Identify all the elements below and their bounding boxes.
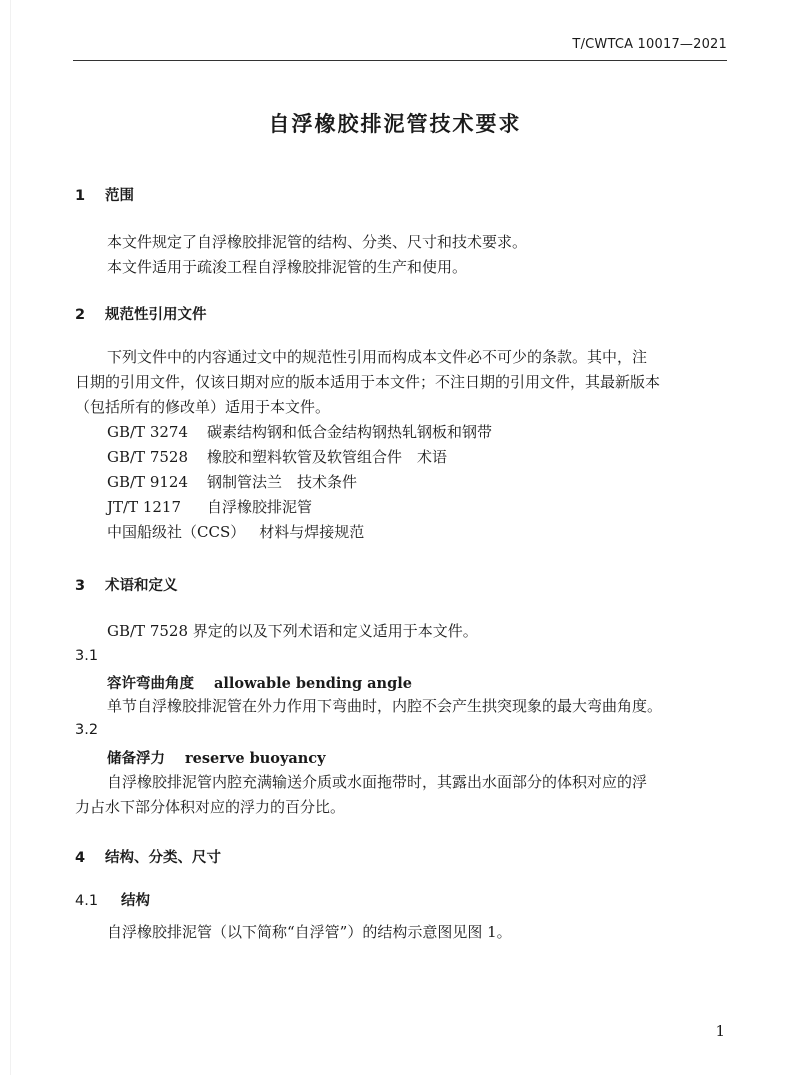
s2-intro-line: 日期的引用文件，仅该日期对应的版本适用于本文件；不注日期的引用文件，其最新版本: [75, 373, 661, 391]
reference-code: 中国船级社（CCS）: [107, 523, 246, 541]
reference-code: GB/T 3274: [107, 423, 189, 441]
subsection-4-1-heading: [75, 889, 150, 910]
scan-edge-line: [10, 0, 11, 1075]
term-en: allowable bending angle: [214, 675, 412, 692]
section-3-heading: [75, 574, 178, 595]
term-heading: [107, 672, 412, 693]
reference-title: 碳素结构钢和低合金结构钢热轧钢板和钢带: [207, 423, 493, 441]
term-zh: 储备浮力: [107, 751, 165, 767]
section-number: 2: [75, 307, 86, 323]
section-2-heading: [75, 303, 207, 324]
term-number: 3.1: [75, 648, 99, 664]
section-1-heading: [75, 184, 134, 205]
reference-item: [107, 445, 447, 470]
term-zh: 容许弯曲角度: [107, 676, 194, 692]
header-rule: [73, 60, 727, 61]
reference-item: [107, 495, 312, 520]
reference-item: [107, 420, 492, 445]
section-number: 3: [75, 578, 86, 594]
s2-intro-line: 下列文件中的内容通过文中的规范性引用而构成本文件必不可少的条款。其中，注: [107, 348, 648, 366]
reference-title: 材料与焊接规范: [259, 523, 365, 541]
reference-item: [107, 520, 364, 545]
section-title: 范围: [105, 188, 134, 204]
term-definition: 单节自浮橡胶排泥管在外力作用下弯曲时，内腔不会产生拱突现象的最大弯曲角度。: [107, 697, 663, 715]
s4-1-paragraph: 自浮橡胶排泥管（以下简称“自浮管”）的结构示意图见图 1。: [107, 923, 512, 941]
section-title: 规范性引用文件: [105, 307, 207, 323]
section-number: 1: [75, 188, 86, 204]
term-heading: [107, 747, 326, 768]
s2-intro-line: （包括所有的修改单）适用于本文件。: [75, 398, 331, 416]
term-definition: 自浮橡胶排泥管内腔充满输送介质或水面拖带时，其露出水面部分的体积对应的浮: [107, 773, 648, 791]
reference-code: GB/T 7528: [107, 448, 189, 466]
reference-title: 橡胶和塑料软管及软管组合件 术语: [207, 448, 448, 466]
section-4-heading: [75, 846, 221, 867]
section-number: 4: [75, 850, 86, 866]
term-en: reserve buoyancy: [185, 750, 326, 767]
section-title: 结构、分类、尺寸: [105, 850, 221, 866]
s3-intro: GB/T 7528 界定的以及下列术语和定义适用于本文件。: [107, 622, 478, 640]
reference-title: 自浮橡胶排泥管: [207, 498, 313, 516]
reference-title: 钢制管法兰 技术条件: [207, 473, 358, 491]
term-definition: 力占水下部分体积对应的浮力的百分比。: [75, 798, 346, 816]
subsection-title: 结构: [121, 893, 150, 909]
section-title: 术语和定义: [105, 578, 178, 594]
reference-item: [107, 470, 357, 495]
reference-code: GB/T 9124: [107, 473, 189, 491]
standard-code: T/CWTCA 10017—2021: [572, 37, 727, 52]
s1-paragraph: 本文件规定了自浮橡胶排泥管的结构、分类、尺寸和技术要求。: [107, 233, 528, 251]
page-number: 1: [715, 1022, 725, 1040]
reference-code: JT/T 1217: [107, 498, 182, 516]
subsection-number: 4.1: [75, 893, 99, 909]
s1-paragraph: 本文件适用于疏浚工程自浮橡胶排泥管的生产和使用。: [107, 258, 468, 276]
term-number: 3.2: [75, 722, 99, 738]
document-title: 自浮橡胶排泥管技术要求: [268, 112, 522, 136]
